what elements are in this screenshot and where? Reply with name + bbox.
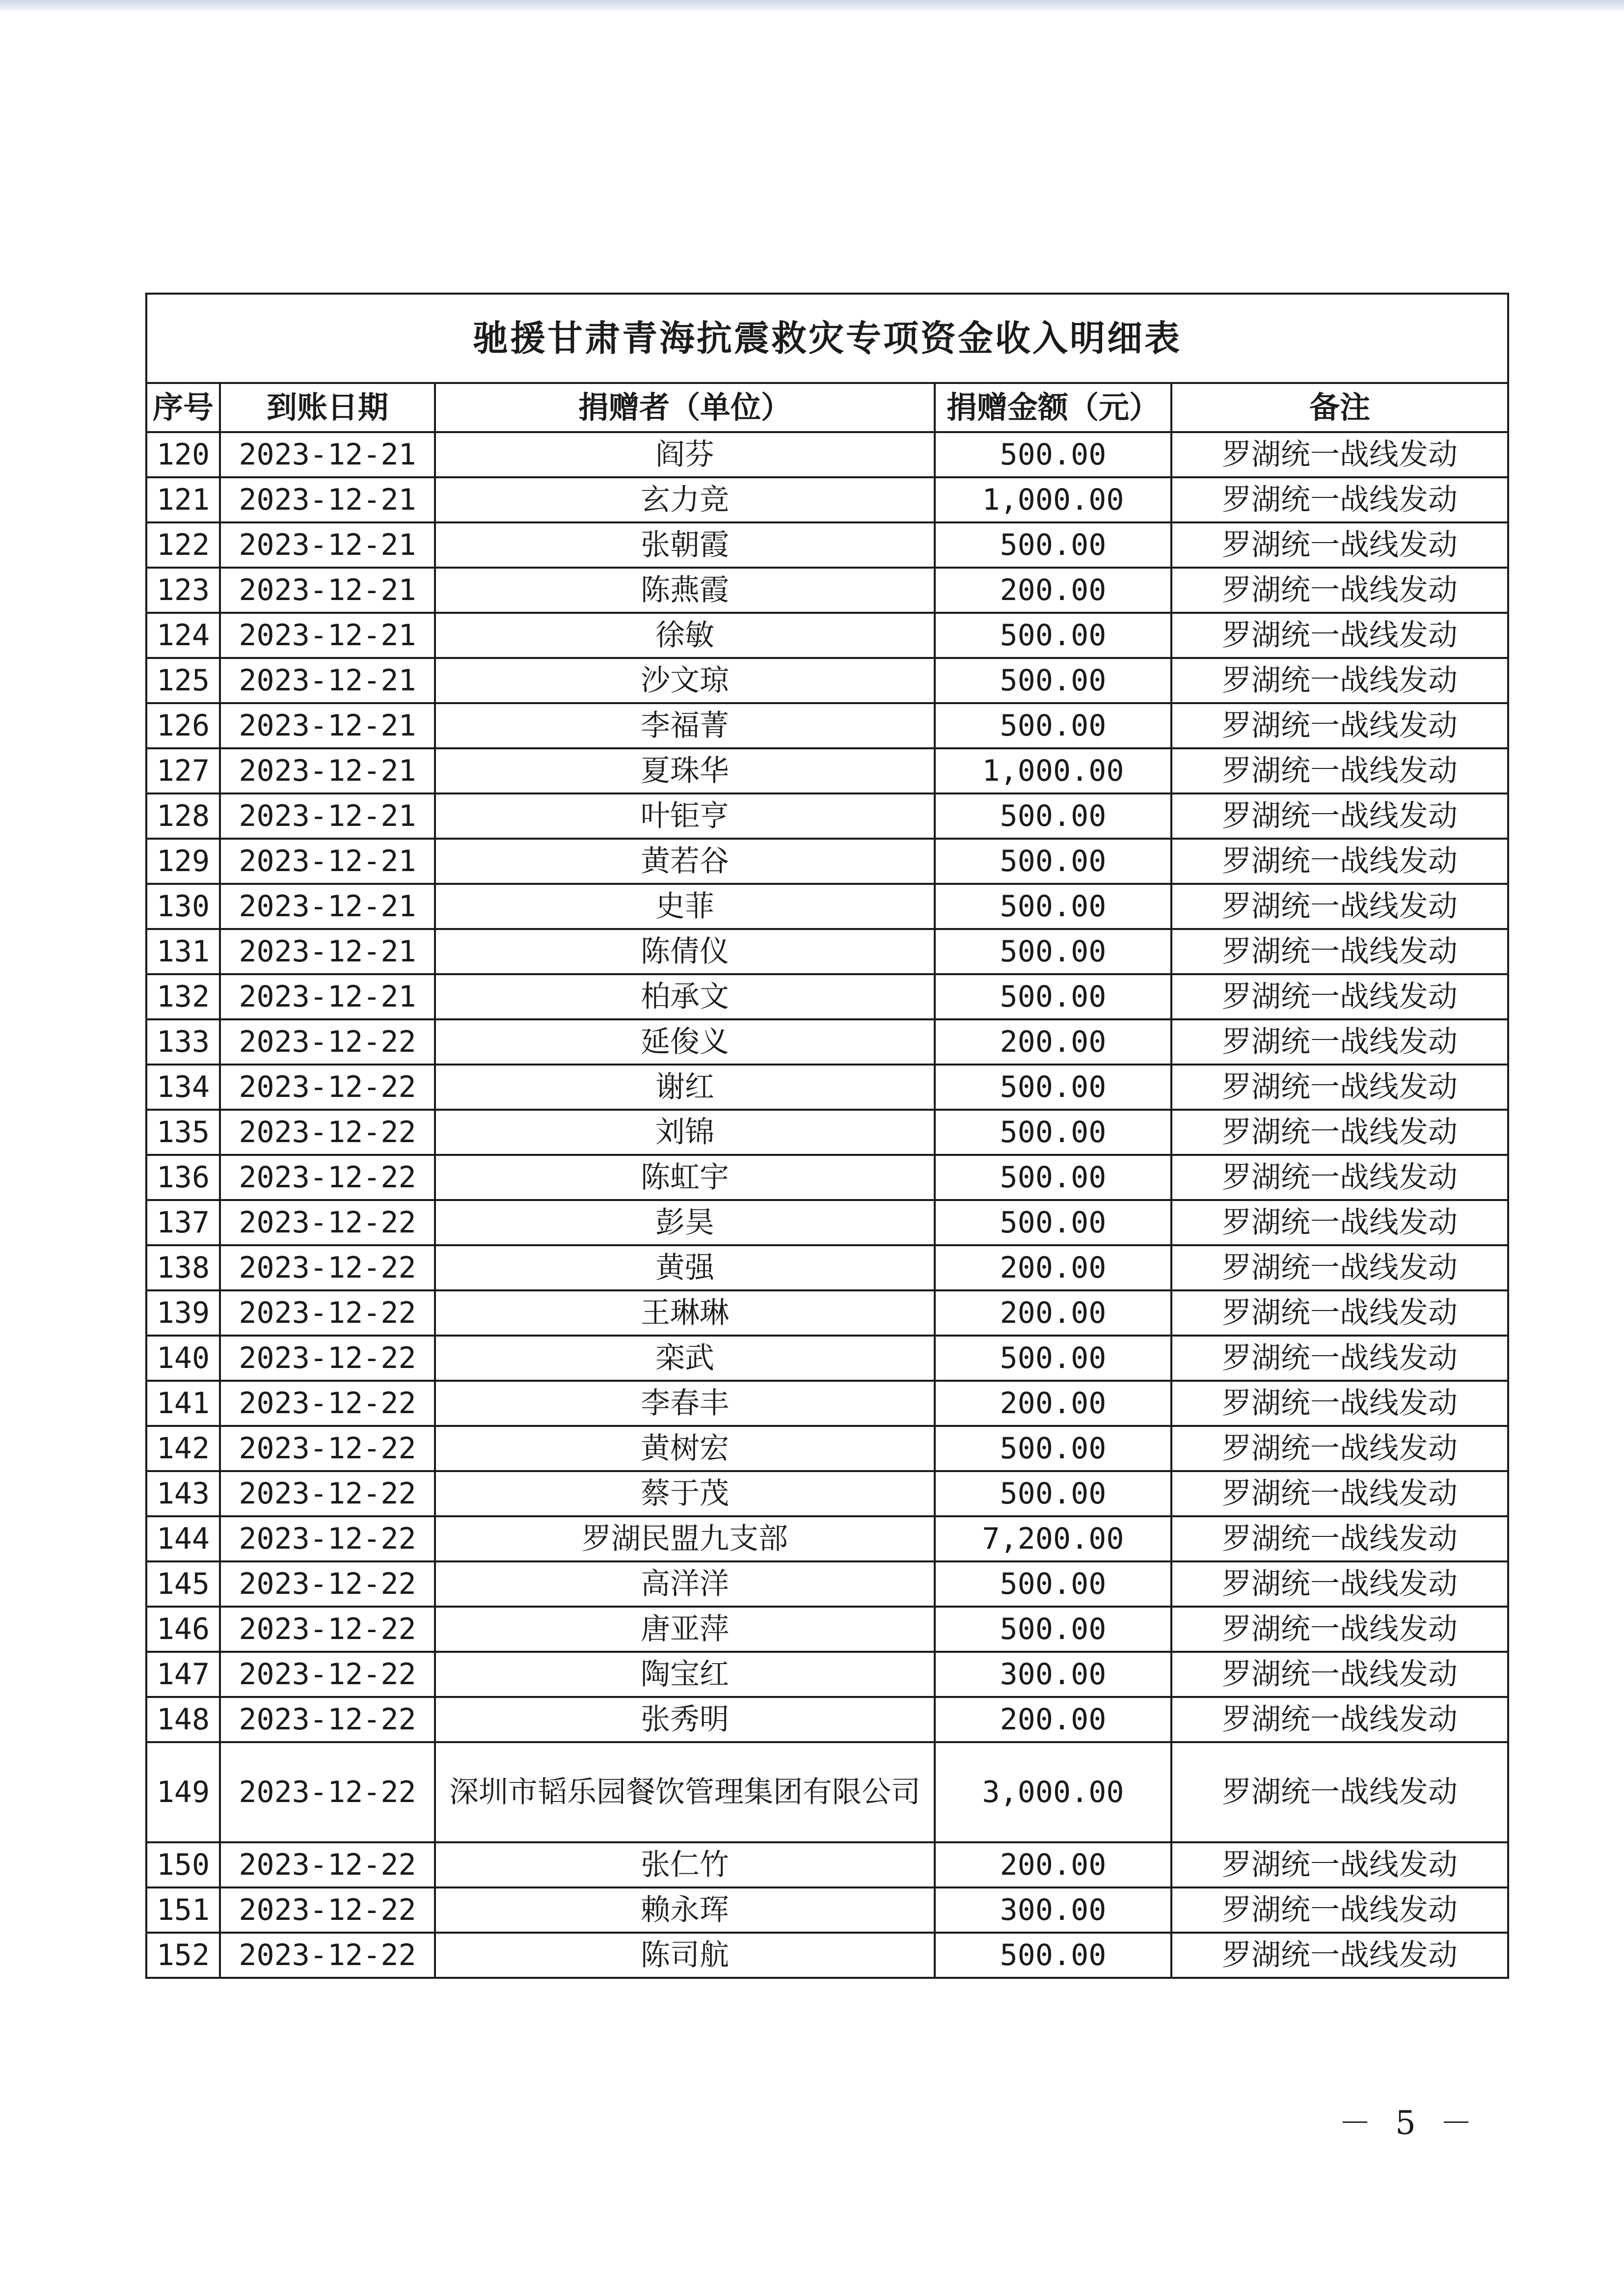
cell-seq: 138	[146, 1245, 220, 1290]
cell-date: 2023-12-22	[220, 1336, 435, 1381]
cell-date: 2023-12-22	[220, 1742, 435, 1842]
cell-note: 罗湖统一战线发动	[1171, 1065, 1508, 1110]
cell-date: 2023-12-22	[220, 1290, 435, 1336]
cell-donor: 张仁竹	[435, 1842, 935, 1887]
cell-donor: 彭昊	[435, 1200, 935, 1245]
cell-seq: 135	[146, 1110, 220, 1155]
cell-date: 2023-12-21	[220, 884, 435, 929]
cell-donor: 黄若谷	[435, 839, 935, 884]
cell-date: 2023-12-21	[220, 929, 435, 974]
cell-donor: 陈燕霞	[435, 568, 935, 613]
cell-date: 2023-12-22	[220, 1200, 435, 1245]
cell-seq: 148	[146, 1697, 220, 1742]
cell-date: 2023-12-22	[220, 1110, 435, 1155]
table-body	[146, 432, 1508, 1978]
table-row	[146, 884, 1508, 929]
cell-seq: 126	[146, 703, 220, 748]
page-number: － 5 －	[1339, 2104, 1479, 2142]
table-row	[146, 1607, 1508, 1652]
cell-donor: 叶钜亨	[435, 793, 935, 839]
cell-donor: 张朝霞	[435, 522, 935, 568]
table-row	[146, 703, 1508, 748]
cell-amount: 300.00	[935, 1887, 1171, 1933]
header-date: 到账日期	[220, 383, 435, 432]
cell-amount: 500.00	[935, 432, 1171, 477]
table-row	[146, 1245, 1508, 1290]
cell-date: 2023-12-21	[220, 658, 435, 703]
cell-date: 2023-12-22	[220, 1381, 435, 1426]
cell-amount: 500.00	[935, 884, 1171, 929]
cell-amount: 500.00	[935, 1110, 1171, 1155]
cell-seq: 123	[146, 568, 220, 613]
cell-note: 罗湖统一战线发动	[1171, 1887, 1508, 1933]
cell-note: 罗湖统一战线发动	[1171, 1110, 1508, 1155]
cell-amount: 3,000.00	[935, 1742, 1171, 1842]
cell-seq: 137	[146, 1200, 220, 1245]
cell-note: 罗湖统一战线发动	[1171, 974, 1508, 1019]
table-row	[146, 568, 1508, 613]
table-row	[146, 658, 1508, 703]
cell-seq: 127	[146, 748, 220, 793]
cell-amount: 500.00	[935, 703, 1171, 748]
cell-donor: 刘锦	[435, 1110, 935, 1155]
cell-note: 罗湖统一战线发动	[1171, 1652, 1508, 1697]
cell-date: 2023-12-21	[220, 974, 435, 1019]
cell-amount: 200.00	[935, 1245, 1171, 1290]
cell-seq: 152	[146, 1933, 220, 1978]
table-row	[146, 1933, 1508, 1978]
cell-donor: 陈虹宇	[435, 1155, 935, 1200]
cell-date: 2023-12-21	[220, 568, 435, 613]
cell-amount: 300.00	[935, 1652, 1171, 1697]
header-donor: 捐赠者（单位）	[435, 383, 935, 432]
cell-seq: 143	[146, 1471, 220, 1516]
cell-note: 罗湖统一战线发动	[1171, 929, 1508, 974]
cell-note: 罗湖统一战线发动	[1171, 1381, 1508, 1426]
cell-donor: 陈倩仪	[435, 929, 935, 974]
scan-top-edge	[0, 0, 1624, 11]
cell-seq: 150	[146, 1842, 220, 1887]
cell-donor: 史菲	[435, 884, 935, 929]
cell-seq: 147	[146, 1652, 220, 1697]
cell-note: 罗湖统一战线发动	[1171, 1697, 1508, 1742]
cell-date: 2023-12-22	[220, 1516, 435, 1561]
cell-date: 2023-12-21	[220, 703, 435, 748]
table-row	[146, 1290, 1508, 1336]
cell-date: 2023-12-22	[220, 1426, 435, 1471]
header-seq: 序号	[146, 383, 220, 432]
table-row	[146, 1426, 1508, 1471]
cell-donor: 蔡于茂	[435, 1471, 935, 1516]
table-row	[146, 1561, 1508, 1607]
table-row	[146, 1471, 1508, 1516]
table-row	[146, 929, 1508, 974]
cell-date: 2023-12-21	[220, 522, 435, 568]
cell-amount: 500.00	[935, 1155, 1171, 1200]
cell-amount: 500.00	[935, 1200, 1171, 1245]
cell-donor: 赖永珲	[435, 1887, 935, 1933]
cell-seq: 121	[146, 477, 220, 522]
cell-note: 罗湖统一战线发动	[1171, 839, 1508, 884]
cell-note: 罗湖统一战线发动	[1171, 1290, 1508, 1336]
cell-seq: 141	[146, 1381, 220, 1426]
cell-amount: 200.00	[935, 568, 1171, 613]
cell-date: 2023-12-22	[220, 1019, 435, 1065]
table-row	[146, 1887, 1508, 1933]
cell-date: 2023-12-21	[220, 839, 435, 884]
cell-date: 2023-12-22	[220, 1842, 435, 1887]
cell-amount: 1,000.00	[935, 477, 1171, 522]
cell-seq: 124	[146, 613, 220, 658]
table-row	[146, 1019, 1508, 1065]
cell-amount: 500.00	[935, 839, 1171, 884]
cell-amount: 500.00	[935, 658, 1171, 703]
cell-seq: 130	[146, 884, 220, 929]
cell-note: 罗湖统一战线发动	[1171, 748, 1508, 793]
cell-note: 罗湖统一战线发动	[1171, 1245, 1508, 1290]
table-row	[146, 748, 1508, 793]
cell-seq: 133	[146, 1019, 220, 1065]
cell-note: 罗湖统一战线发动	[1171, 477, 1508, 522]
cell-amount: 500.00	[935, 929, 1171, 974]
table-row	[146, 1200, 1508, 1245]
cell-note: 罗湖统一战线发动	[1171, 884, 1508, 929]
cell-donor: 张秀明	[435, 1697, 935, 1742]
cell-amount: 200.00	[935, 1019, 1171, 1065]
table-row	[146, 1842, 1508, 1887]
table-row	[146, 613, 1508, 658]
cell-amount: 7,200.00	[935, 1516, 1171, 1561]
cell-date: 2023-12-22	[220, 1607, 435, 1652]
cell-donor: 唐亚萍	[435, 1607, 935, 1652]
cell-note: 罗湖统一战线发动	[1171, 1336, 1508, 1381]
cell-donor: 徐敏	[435, 613, 935, 658]
cell-donor: 延俊义	[435, 1019, 935, 1065]
cell-note: 罗湖统一战线发动	[1171, 1742, 1508, 1842]
cell-note: 罗湖统一战线发动	[1171, 613, 1508, 658]
cell-note: 罗湖统一战线发动	[1171, 1019, 1508, 1065]
cell-note: 罗湖统一战线发动	[1171, 432, 1508, 477]
cell-amount: 500.00	[935, 613, 1171, 658]
table-row	[146, 1742, 1508, 1842]
cell-donor: 夏珠华	[435, 748, 935, 793]
header-row	[146, 383, 1508, 432]
table-row	[146, 1697, 1508, 1742]
cell-seq: 151	[146, 1887, 220, 1933]
cell-seq: 149	[146, 1742, 220, 1842]
cell-date: 2023-12-22	[220, 1652, 435, 1697]
cell-amount: 500.00	[935, 1336, 1171, 1381]
cell-seq: 125	[146, 658, 220, 703]
cell-note: 罗湖统一战线发动	[1171, 1155, 1508, 1200]
cell-seq: 132	[146, 974, 220, 1019]
cell-date: 2023-12-22	[220, 1245, 435, 1290]
cell-donor: 罗湖民盟九支部	[435, 1516, 935, 1561]
cell-donor: 沙文琼	[435, 658, 935, 703]
cell-seq: 139	[146, 1290, 220, 1336]
cell-amount: 200.00	[935, 1842, 1171, 1887]
cell-date: 2023-12-21	[220, 748, 435, 793]
cell-donor: 李福菁	[435, 703, 935, 748]
cell-date: 2023-12-22	[220, 1155, 435, 1200]
cell-donor: 陈司航	[435, 1933, 935, 1978]
cell-donor: 栾武	[435, 1336, 935, 1381]
cell-seq: 144	[146, 1516, 220, 1561]
cell-amount: 500.00	[935, 1933, 1171, 1978]
table-title: 驰援甘肃青海抗震救灾专项资金收入明细表	[146, 294, 1508, 383]
cell-amount: 500.00	[935, 1561, 1171, 1607]
table-row	[146, 1110, 1508, 1155]
cell-seq: 142	[146, 1426, 220, 1471]
cell-date: 2023-12-22	[220, 1561, 435, 1607]
cell-donor: 深圳市韬乐园餐饮管理集团有限公司	[435, 1742, 935, 1842]
cell-donor: 阎芬	[435, 432, 935, 477]
cell-note: 罗湖统一战线发动	[1171, 793, 1508, 839]
cell-note: 罗湖统一战线发动	[1171, 1842, 1508, 1887]
cell-amount: 500.00	[935, 1607, 1171, 1652]
cell-note: 罗湖统一战线发动	[1171, 1516, 1508, 1561]
table-row	[146, 1155, 1508, 1200]
table-row	[146, 522, 1508, 568]
header-amount: 捐赠金额（元）	[935, 383, 1171, 432]
cell-seq: 131	[146, 929, 220, 974]
cell-note: 罗湖统一战线发动	[1171, 522, 1508, 568]
cell-amount: 200.00	[935, 1290, 1171, 1336]
table-row	[146, 1065, 1508, 1110]
table-row	[146, 1381, 1508, 1426]
cell-note: 罗湖统一战线发动	[1171, 1200, 1508, 1245]
table-row	[146, 1652, 1508, 1697]
cell-date: 2023-12-21	[220, 432, 435, 477]
cell-date: 2023-12-22	[220, 1933, 435, 1978]
cell-amount: 200.00	[935, 1697, 1171, 1742]
cell-donor: 陶宝红	[435, 1652, 935, 1697]
cell-amount: 200.00	[935, 1381, 1171, 1426]
cell-seq: 128	[146, 793, 220, 839]
cell-note: 罗湖统一战线发动	[1171, 658, 1508, 703]
cell-note: 罗湖统一战线发动	[1171, 1607, 1508, 1652]
cell-seq: 136	[146, 1155, 220, 1200]
cell-date: 2023-12-22	[220, 1471, 435, 1516]
cell-donor: 黄强	[435, 1245, 935, 1290]
cell-donor: 黄树宏	[435, 1426, 935, 1471]
cell-seq: 145	[146, 1561, 220, 1607]
cell-amount: 500.00	[935, 1471, 1171, 1516]
cell-note: 罗湖统一战线发动	[1171, 1561, 1508, 1607]
cell-seq: 129	[146, 839, 220, 884]
cell-date: 2023-12-22	[220, 1065, 435, 1110]
table-row	[146, 839, 1508, 884]
table-row	[146, 1336, 1508, 1381]
cell-note: 罗湖统一战线发动	[1171, 1426, 1508, 1471]
cell-date: 2023-12-21	[220, 613, 435, 658]
table-row	[146, 793, 1508, 839]
cell-date: 2023-12-21	[220, 793, 435, 839]
cell-seq: 134	[146, 1065, 220, 1110]
cell-seq: 120	[146, 432, 220, 477]
cell-seq: 122	[146, 522, 220, 568]
cell-donor: 高洋洋	[435, 1561, 935, 1607]
cell-donor: 柏承文	[435, 974, 935, 1019]
cell-date: 2023-12-21	[220, 477, 435, 522]
cell-note: 罗湖统一战线发动	[1171, 1471, 1508, 1516]
cell-amount: 500.00	[935, 1065, 1171, 1110]
cell-donor: 王琳琳	[435, 1290, 935, 1336]
cell-note: 罗湖统一战线发动	[1171, 568, 1508, 613]
cell-seq: 140	[146, 1336, 220, 1381]
cell-donor: 谢红	[435, 1065, 935, 1110]
cell-note: 罗湖统一战线发动	[1171, 1933, 1508, 1978]
donation-income-table	[145, 293, 1509, 1979]
cell-amount: 1,000.00	[935, 748, 1171, 793]
table-row	[146, 1516, 1508, 1561]
cell-date: 2023-12-22	[220, 1887, 435, 1933]
cell-note: 罗湖统一战线发动	[1171, 703, 1508, 748]
title-row	[146, 294, 1508, 383]
cell-amount: 500.00	[935, 522, 1171, 568]
table-row	[146, 974, 1508, 1019]
cell-amount: 500.00	[935, 974, 1171, 1019]
header-note: 备注	[1171, 383, 1508, 432]
cell-date: 2023-12-22	[220, 1697, 435, 1742]
cell-amount: 500.00	[935, 793, 1171, 839]
cell-donor: 玄力竞	[435, 477, 935, 522]
table-row	[146, 477, 1508, 522]
cell-seq: 146	[146, 1607, 220, 1652]
cell-amount: 500.00	[935, 1426, 1171, 1471]
table-row	[146, 432, 1508, 477]
cell-donor: 李春丰	[435, 1381, 935, 1426]
